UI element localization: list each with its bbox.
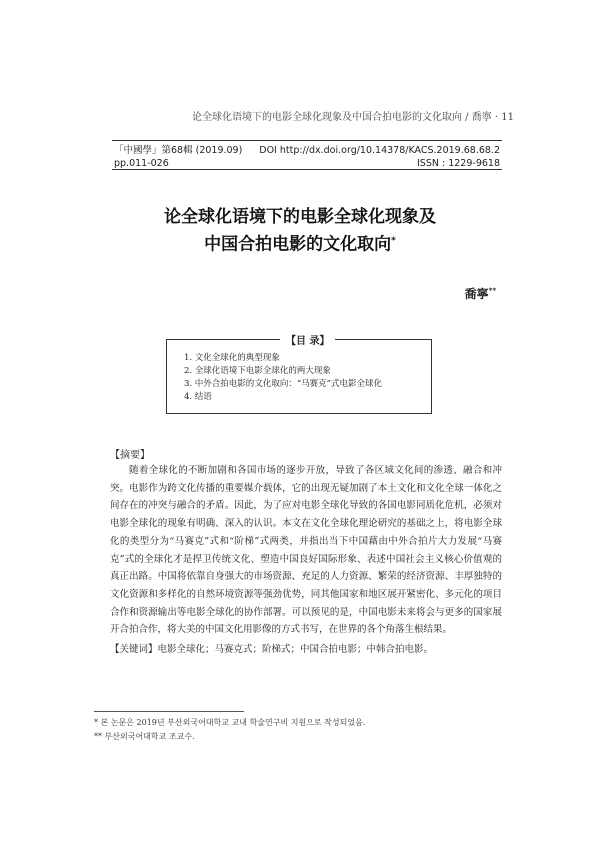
doi-link[interactable]: DOI http://dx.doi.org/10.14378/KACS.2019.68.68.2 <box>259 145 500 156</box>
toc-item: 4. 结语 <box>184 392 212 402</box>
title-line-2: 中国合拍电影的文化取向* <box>204 234 396 255</box>
author <box>465 285 496 302</box>
toc-item: 2. 全球化语境下电影全球化的两大现象 <box>184 366 331 376</box>
title-footnote-mark[interactable]: * <box>391 236 396 246</box>
issn: ISSN : 1229-9618 <box>417 158 500 169</box>
toc-item: 3. 中外合拍电影的文化取向：“马赛克”式电影全球化 <box>184 379 383 389</box>
identifier-info <box>259 144 500 170</box>
toc-title: 【目 录】 <box>280 332 335 347</box>
toc-list <box>184 352 382 404</box>
meta-rule-bottom <box>112 169 502 170</box>
author-footnote-mark[interactable]: ** <box>488 286 496 295</box>
abstract-heading: 【摘要】 <box>110 450 150 461</box>
title-line-1: 论全球化语境下的电影全球化现象及 <box>164 207 436 227</box>
author-name: 喬寧 <box>464 287 489 301</box>
page-range: pp.011-026 <box>114 158 169 169</box>
journal-issue: 「中國學」第68輯 (2019.09) <box>114 145 243 156</box>
article-title <box>0 205 600 257</box>
footnote-rule <box>94 711 244 712</box>
journal-info <box>114 144 242 170</box>
footnote-2: ** 부산외국어대학교 조교수. <box>94 732 195 741</box>
keywords: 【关键词】电影全球化；马赛克式；阶梯式；中国合拍电影；中韩合拍电影。 <box>110 644 434 655</box>
running-head: 论全球化语境下的电影全球化现象及中国合拍电影的文化取向 / 喬寧 · 11 <box>192 112 514 123</box>
meta-rule-top <box>112 140 502 141</box>
toc-item: 1. 文化全球化的典型现象 <box>184 353 280 363</box>
abstract-body: 随着全球化的不断加剧和各国市场的逐步开放，导致了各区域文化间的渗透、融合和冲突。电影作为跨文化传播的重要媒介载体，它的出现无疑加剧了本土文化和文化全球一体化之间存在的冲突与融合的矛盾。因此，为了应对电影全球化导致的各国电影同质化危机，必须对电影全球化的现象有明确、深入的认识。本文在文化全球化理论研究的基础之上，将电影全球化的类型分为“马赛克”式和“阶梯”式两类，并指出当下中国藉由中外合拍片大力发展“马赛克”式的全球化才是捍卫传统文化、塑造中国良好国际形象、表述中国社会主义核心价值观的真正出路。中国将依靠自身强大的市场资源、充足的人力资源、繁荣的经济资源、丰厚独特的文化资源和多样化的自然环境资源等强劲优势，同其他国家和地区展开紧密化、多元化的项目合作和资源输出等电影全球化的协作部署。可以预见的是，中国电影未来将会与更多的国家展开合拍合作，将大美的中国文化用影像的方式书写，在世界的各个角落生根结果。 <box>110 465 502 636</box>
footnote-1: * 본 논문은 2019년 부산외국어대학교 교내 학술연구비 지원으로 작성되었음. <box>94 718 366 727</box>
footnotes <box>94 716 365 744</box>
